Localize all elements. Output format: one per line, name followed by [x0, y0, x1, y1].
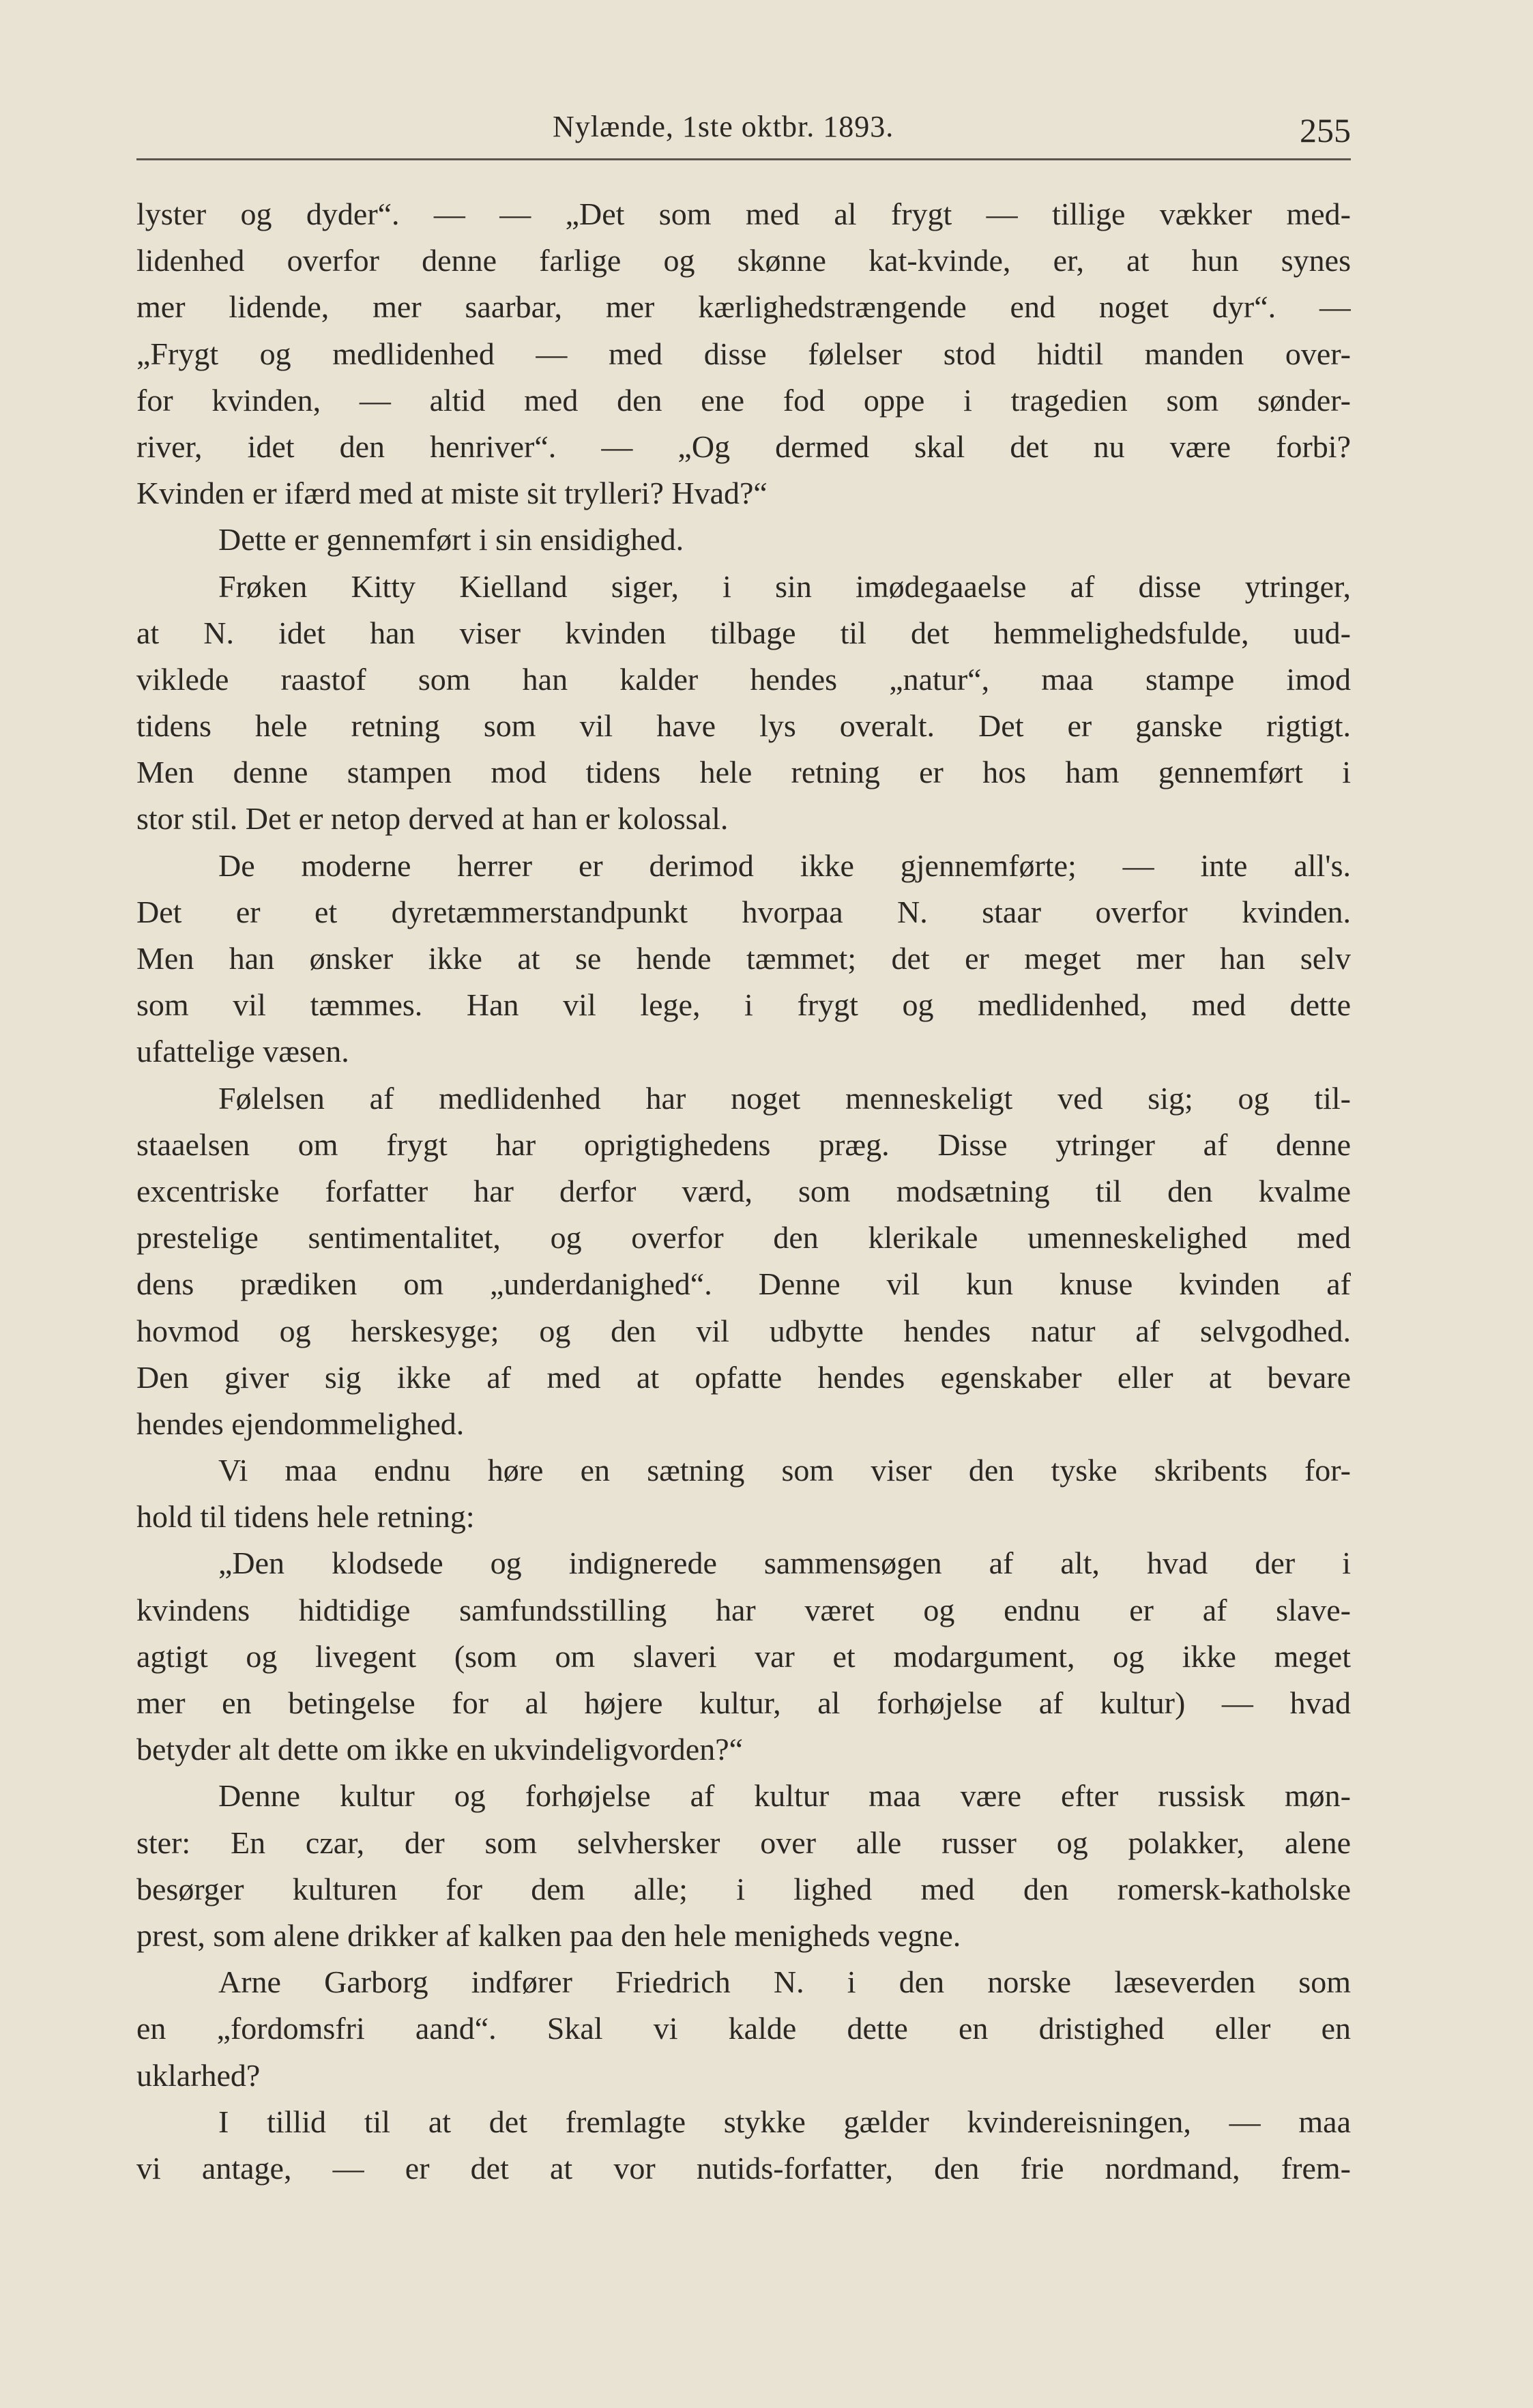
text-line: en „fordomsfri aand“. Skal vi kalde dette en dristighed eller en: [136, 2011, 1351, 2046]
text-line: hovmod og herskesyge; og den vil udbytte hendes natur af selvgodhed.: [136, 1313, 1351, 1348]
text-line: hold til tidens hele retning:: [136, 1499, 475, 1535]
header-rule: [136, 158, 1351, 160]
text-line: prestelige sentimentalitet, og overfor den klerikale umenneskelighed med: [136, 1220, 1351, 1256]
text-line: Dette er gennemført i sin ensidighed.: [218, 522, 684, 557]
text-line: „Frygt og medlidenhed — med disse følelser stod hidtil manden over-: [136, 336, 1351, 371]
text-line: lidenhed overfor denne farlige og skønne kat-kvinde, er, at hun synes: [136, 243, 1351, 278]
text-line: at N. idet han viser kvinden tilbage til det hemmelighedsfulde, uud-: [136, 615, 1351, 650]
text-line: prest, som alene drikker af kalken paa den hele menigheds vegne.: [136, 1917, 961, 1953]
text-line: Kvinden er ifærd med at miste sit trylleri? Hvad?“: [136, 476, 768, 511]
text-line: hendes ejendommelighed.: [136, 1406, 465, 1441]
text-line: Men denne stampen mod tidens hele retning er hos ham gennemført i: [136, 755, 1351, 790]
text-line: Den giver sig ikke af med at opfatte hendes egenskaber eller at bevare: [136, 1359, 1351, 1395]
text-line: som vil tæmmes. Han vil lege, i frygt og medlidenhed, med dette: [136, 987, 1351, 1023]
text-line: vi antage, — er det at vor nutids-forfatter, den frie nordmand, frem-: [136, 2150, 1351, 2186]
text-line: agtigt og livegent (som om slaveri var et modargument, og ikke meget: [136, 1638, 1351, 1674]
text-line: Frøken Kitty Kielland siger, i sin imødegaaelse af disse ytringer,: [218, 568, 1351, 604]
text-line: „Den klodsede og indignerede sammensøgen af alt, hvad der i: [218, 1546, 1351, 1581]
text-line: dens prædiken om „underdanighed“. Denne vil kun knuse kvinden af: [136, 1266, 1351, 1302]
text-line: river, idet den henriver“. — „Og dermed skal det nu være forbi?: [136, 429, 1351, 464]
text-line: lyster og dyder“. — — „Det som med al frygt — tillige vækker med-: [136, 197, 1351, 231]
text-line: mer en betingelse for al højere kultur, al forhøjelse af kultur) — hvad: [136, 1685, 1351, 1720]
text-line: betyder alt dette om ikke en ukvindeligvorden?“: [136, 1732, 744, 1767]
text-line: staaelsen om frygt har oprigtighedens præg. Disse ytringer af denne: [136, 1127, 1351, 1162]
text-line: besørger kulturen for dem alle; i lighed med den romersk-katholske: [136, 1871, 1351, 1906]
text-line: excentriske forfatter har derfor værd, som modsætning til den kvalme: [136, 1173, 1351, 1208]
text-line: uklarhed?: [136, 2057, 261, 2093]
text-line: I tillid til at det fremlagte stykke gælder kvindereisningen, — maa: [218, 2104, 1351, 2139]
text-line: stor stil. Det er netop derved at han er kolossal.: [136, 801, 729, 837]
text-line: Det er et dyretæmmerstandpunkt hvorpaa N. staar overfor kvinden.: [136, 894, 1351, 929]
text-line: Følelsen af medlidenhed har noget menneskeligt ved sig; og til-: [218, 1080, 1351, 1116]
text-line: tidens hele retning som vil have lys overalt. Det er ganske rigtigt.: [136, 708, 1351, 744]
body-text: [136, 191, 1351, 2192]
text-line: ufattelige væsen.: [136, 1034, 349, 1069]
page-number: 255: [1300, 111, 1351, 149]
text-line: De moderne herrer er derimod ikke gjennemførte; — inte all's.: [218, 847, 1351, 883]
text-line: Men han ønsker ikke at se hende tæmmet; det er meget mer han selv: [136, 941, 1351, 976]
text-line: Vi maa endnu høre en sætning som viser den tyske skribents for-: [218, 1453, 1351, 1488]
text-line: for kvinden, — altid med den ene fod oppe i tragedien som sønder-: [136, 382, 1351, 418]
running-title: Nylænde, 1ste oktbr. 1893.: [553, 110, 894, 143]
page-header: [136, 102, 1351, 157]
text-line: ster: En czar, der som selvhersker over alle russer og polakker, alene: [136, 1825, 1351, 1860]
text-line: Denne kultur og forhøjelse af kultur maa være efter russisk møn-: [218, 1778, 1351, 1814]
text-line: viklede raastof som han kalder hendes „natur“, maa stampe imod: [136, 661, 1351, 697]
text-line: kvindens hidtidige samfundsstilling har været og endnu er af slave-: [136, 1592, 1351, 1627]
text-line: Arne Garborg indfører Friedrich N. i den norske læseverden som: [218, 1964, 1351, 2000]
text-line: mer lidende, mer saarbar, mer kærlighedstrængende end noget dyr“. —: [136, 289, 1351, 325]
